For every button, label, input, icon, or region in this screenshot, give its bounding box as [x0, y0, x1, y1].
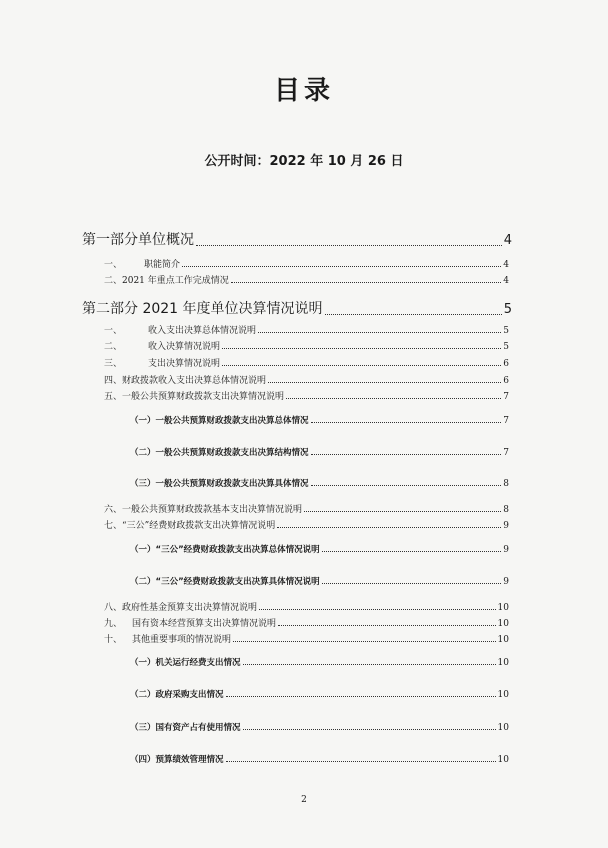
toc-entry-label: 五、一般公共预算财政拨款支出决算情况说明	[104, 392, 285, 402]
toc-entry-page: 5	[503, 342, 509, 352]
page-number: 2	[301, 795, 307, 805]
toc-entry-label: （二）一般公共预算财政拨款支出决算结构情况	[130, 448, 309, 458]
toc-entry-number: 九、	[104, 619, 123, 629]
toc-entry-label: 二、2021 年重点工作完成情况	[104, 276, 229, 286]
toc-entry[interactable]	[104, 356, 509, 369]
toc-entry-page: 6	[503, 359, 509, 369]
toc-entry-page: 10	[497, 755, 509, 765]
toc-entry-page: 4	[503, 233, 512, 248]
toc-entry-label: 收入决算情况说明	[148, 342, 221, 352]
toc-entry-page: 10	[497, 723, 509, 733]
toc-entry-label: （三）一般公共预算财政拨款支出决算具体情况	[130, 479, 309, 489]
toc-entry-page: 10	[497, 603, 509, 613]
leader-dots	[243, 729, 496, 730]
leader-dots	[325, 314, 502, 315]
leader-dots	[322, 583, 502, 584]
toc-entry-number: 三、	[104, 359, 123, 369]
toc-entry-page: 5	[503, 302, 512, 317]
leader-dots	[277, 527, 501, 528]
toc-entry-label: （四）预算绩效管理情况	[130, 755, 224, 765]
toc-entry-label: （二）“三公”经费财政拨款支出决算具体情况说明	[130, 577, 320, 587]
toc-entry-label: 第一部分单位概况	[82, 232, 194, 248]
toc-entry-number: 十、	[104, 635, 123, 645]
toc-entry[interactable]	[104, 323, 509, 336]
toc-entry[interactable]	[104, 273, 509, 286]
toc-entry-label: 四、财政拨款收入支出决算总体情况说明	[104, 376, 267, 386]
toc-entry-page: 9	[503, 577, 509, 587]
toc-entry[interactable]	[104, 389, 509, 402]
toc-entry-number: 一、	[104, 260, 123, 270]
toc-entry-number: 一、	[104, 326, 123, 336]
toc-entry-page: 4	[503, 276, 509, 286]
page-title: 目录	[273, 76, 334, 106]
toc-entry-page: 6	[503, 376, 509, 386]
leader-dots	[243, 664, 496, 665]
toc-entry[interactable]	[104, 616, 509, 629]
toc-entry-page: 10	[497, 619, 509, 629]
leader-dots	[258, 332, 501, 333]
toc-entry-label: （一）机关运行经费支出情况	[130, 658, 241, 668]
toc-entry[interactable]	[130, 721, 509, 733]
toc-entry-label: （三）国有资产占有使用情况	[130, 723, 241, 733]
toc-entry[interactable]	[130, 543, 509, 555]
toc-entry-page: 9	[503, 545, 509, 555]
toc-entry-page: 10	[497, 635, 509, 645]
toc-entry-label: 职能简介	[144, 260, 181, 270]
toc-entry[interactable]	[104, 339, 509, 352]
leader-dots	[222, 365, 501, 366]
toc-entry-page: 8	[503, 505, 509, 515]
toc-entry[interactable]	[82, 229, 512, 249]
publish-date: 公开时间：2022 年 10 月 26 日	[204, 154, 404, 169]
toc-entry-label: 七、“三公”经费财政拨款支出决算情况说明	[104, 521, 276, 531]
toc-entry[interactable]	[130, 753, 509, 765]
toc-entry[interactable]	[130, 477, 509, 489]
toc-entry[interactable]	[130, 656, 509, 668]
leader-dots	[231, 282, 501, 283]
toc-entry[interactable]	[130, 414, 509, 426]
toc-entry[interactable]	[104, 518, 509, 531]
leader-dots	[226, 696, 496, 697]
leader-dots	[259, 609, 496, 610]
toc-entry[interactable]	[130, 446, 509, 458]
toc-entry[interactable]	[130, 688, 509, 700]
toc-entry-page: 10	[497, 690, 509, 700]
toc-entry-label: （一）“三公”经费财政拨款支出决算总体情况说明	[130, 545, 320, 555]
toc-entry-page: 8	[503, 479, 509, 489]
toc-entry[interactable]	[104, 632, 509, 645]
toc-entry[interactable]	[82, 298, 512, 318]
toc-entry-label: 八、政府性基金预算支出决算情况说明	[104, 603, 258, 613]
toc-entry-page: 4	[503, 260, 509, 270]
leader-dots	[322, 551, 502, 552]
leader-dots	[233, 641, 496, 642]
toc-entry-page: 10	[497, 658, 509, 668]
toc-entry-label: 支出决算情况说明	[148, 359, 221, 369]
toc-entry-label: 收入支出决算总体情况说明	[148, 326, 257, 336]
toc-entry[interactable]	[104, 257, 509, 270]
leader-dots	[196, 245, 502, 246]
toc-entry-page: 7	[503, 392, 509, 402]
toc-entry-page: 7	[503, 448, 509, 458]
toc-entry-label: 其他重要事项的情况说明	[132, 635, 232, 645]
leader-dots	[311, 422, 502, 423]
toc-entry-label: 国有资本经营预算支出决算情况说明	[132, 619, 277, 629]
toc-entry-page: 5	[503, 326, 509, 336]
toc-entry[interactable]	[104, 600, 509, 613]
toc-entry[interactable]	[104, 373, 509, 386]
toc-entry-label: 第二部分 2021 年度单位决算情况说明	[82, 301, 323, 317]
toc-entry-page: 7	[503, 416, 509, 426]
leader-dots	[304, 511, 501, 512]
leader-dots	[226, 761, 496, 762]
leader-dots	[222, 348, 501, 349]
leader-dots	[182, 266, 501, 267]
leader-dots	[278, 625, 496, 626]
leader-dots	[268, 382, 501, 383]
leader-dots	[311, 485, 502, 486]
toc-entry[interactable]	[104, 502, 509, 515]
toc-entry-number: 二、	[104, 342, 123, 352]
leader-dots	[286, 398, 501, 399]
toc-entry-label: （二）政府采购支出情况	[130, 690, 224, 700]
toc-entry-label: （一）一般公共预算财政拨款支出决算总体情况	[130, 416, 309, 426]
leader-dots	[311, 454, 502, 455]
toc-entry-page: 9	[503, 521, 509, 531]
toc-entry[interactable]	[130, 575, 509, 587]
toc-entry-label: 六、一般公共预算财政拨款基本支出决算情况说明	[104, 505, 303, 515]
